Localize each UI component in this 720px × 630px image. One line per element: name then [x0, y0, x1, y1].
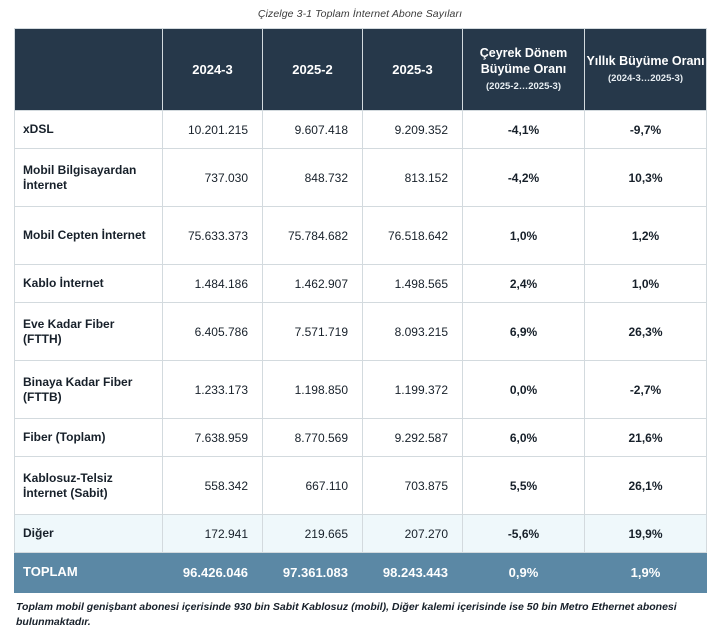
cell-quarterly-growth: 6,9% — [463, 303, 585, 361]
total-2025-2: 97.361.083 — [263, 553, 363, 593]
total-quarterly-growth: 0,9% — [463, 553, 585, 593]
cell-2025-2: 1.462.907 — [263, 265, 363, 303]
table-row — [15, 457, 707, 515]
cell-2025-3: 8.093.215 — [363, 303, 463, 361]
row-label: Mobil Bilgisayardan İnternet — [15, 149, 163, 207]
table-footnote: Toplam mobil genişbant abonesi içerisinde 930 bin Sabit Kablosuz (mobil), Diğer kalemi içerisinde ise 50 bin Metro Ethernet abonesi bulunmaktadır. — [16, 601, 677, 629]
cell-quarterly-growth: 6,0% — [463, 419, 585, 457]
cell-2025-3: 1.498.565 — [363, 265, 463, 303]
total-2024-3: 96.426.046 — [163, 553, 263, 593]
cell-quarterly-growth: -4,1% — [463, 111, 585, 149]
header-quarterly-growth-label: Çeyrek Dönem Büyüme Oranı — [479, 46, 568, 77]
cell-2024-3: 558.342 — [163, 457, 263, 515]
cell-yearly-growth: 26,1% — [585, 457, 707, 515]
table-caption: Çizelge 3-1 Toplam İnternet Abone Sayıları — [257, 8, 463, 20]
cell-2025-2: 8.770.569 — [263, 419, 363, 457]
table-row — [15, 265, 707, 303]
cell-quarterly-growth: 5,5% — [463, 457, 585, 515]
table-row — [15, 111, 707, 149]
cell-yearly-growth: 21,6% — [585, 419, 707, 457]
header-cell-category — [15, 29, 163, 111]
cell-2025-3: 1.199.372 — [363, 361, 463, 419]
cell-2025-2: 848.732 — [263, 149, 363, 207]
header-cell-2025-3: 2025-3 — [363, 29, 463, 111]
total-2025-3: 98.243.443 — [363, 553, 463, 593]
cell-2025-3: 76.518.642 — [363, 207, 463, 265]
header-row — [15, 29, 707, 111]
header-cell-yearly-growth — [585, 29, 707, 111]
row-label: Eve Kadar Fiber (FTTH) — [15, 303, 163, 361]
table-row — [15, 149, 707, 207]
row-label: xDSL — [15, 111, 163, 149]
cell-quarterly-growth: 1,0% — [463, 207, 585, 265]
cell-2024-3: 1.233.173 — [163, 361, 263, 419]
cell-quarterly-growth: -4,2% — [463, 149, 585, 207]
cell-2025-2: 1.198.850 — [263, 361, 363, 419]
cell-2025-2: 667.110 — [263, 457, 363, 515]
table-row — [15, 361, 707, 419]
cell-2024-3: 10.201.215 — [163, 111, 263, 149]
cell-2025-3: 813.152 — [363, 149, 463, 207]
row-label: Binaya Kadar Fiber (FTTB) — [15, 361, 163, 419]
cell-yearly-growth: 19,9% — [585, 515, 707, 553]
cell-quarterly-growth: -5,6% — [463, 515, 585, 553]
cell-2024-3: 75.633.373 — [163, 207, 263, 265]
header-cell-quarterly-growth — [463, 29, 585, 111]
cell-2024-3: 7.638.959 — [163, 419, 263, 457]
cell-2025-2: 9.607.418 — [263, 111, 363, 149]
cell-quarterly-growth: 0,0% — [463, 361, 585, 419]
header-cell-2025-2: 2025-2 — [263, 29, 363, 111]
internet-subscribers-table — [14, 28, 707, 593]
table-body — [15, 111, 707, 593]
table-header — [15, 29, 707, 111]
cell-2025-2: 7.571.719 — [263, 303, 363, 361]
table-total-row — [15, 553, 707, 593]
cell-quarterly-growth: 2,4% — [463, 265, 585, 303]
cell-2025-2: 219.665 — [263, 515, 363, 553]
total-label: TOPLAM — [15, 553, 163, 593]
header-yearly-growth-sub: (2024-3…2025-3) — [608, 72, 683, 84]
table-row — [15, 207, 707, 265]
row-label: Kablo İnternet — [15, 265, 163, 303]
cell-2024-3: 1.484.186 — [163, 265, 263, 303]
cell-2025-2: 75.784.682 — [263, 207, 363, 265]
row-label: Mobil Cepten İnternet — [15, 207, 163, 265]
header-quarterly-growth-sub: (2025-2…2025-3) — [486, 80, 561, 92]
cell-yearly-growth: -2,7% — [585, 361, 707, 419]
cell-2024-3: 6.405.786 — [163, 303, 263, 361]
table-row — [15, 303, 707, 361]
row-label: Diğer — [15, 515, 163, 553]
cell-yearly-growth: 10,3% — [585, 149, 707, 207]
cell-yearly-growth: -9,7% — [585, 111, 707, 149]
cell-2024-3: 737.030 — [163, 149, 263, 207]
cell-2025-3: 9.209.352 — [363, 111, 463, 149]
cell-2025-3: 207.270 — [363, 515, 463, 553]
table-row — [15, 419, 707, 457]
header-cell-2024-3: 2024-3 — [163, 29, 263, 111]
cell-yearly-growth: 26,3% — [585, 303, 707, 361]
cell-yearly-growth: 1,2% — [585, 207, 707, 265]
cell-yearly-growth: 1,0% — [585, 265, 707, 303]
cell-2024-3: 172.941 — [163, 515, 263, 553]
cell-2025-3: 703.875 — [363, 457, 463, 515]
table-row — [15, 515, 707, 553]
total-yearly-growth: 1,9% — [585, 553, 707, 593]
row-label: Kablosuz-Telsiz İnternet (Sabit) — [15, 457, 163, 515]
header-yearly-growth-label: Yıllık Büyüme Oranı — [586, 54, 705, 69]
cell-2025-3: 9.292.587 — [363, 419, 463, 457]
row-label: Fiber (Toplam) — [15, 419, 163, 457]
